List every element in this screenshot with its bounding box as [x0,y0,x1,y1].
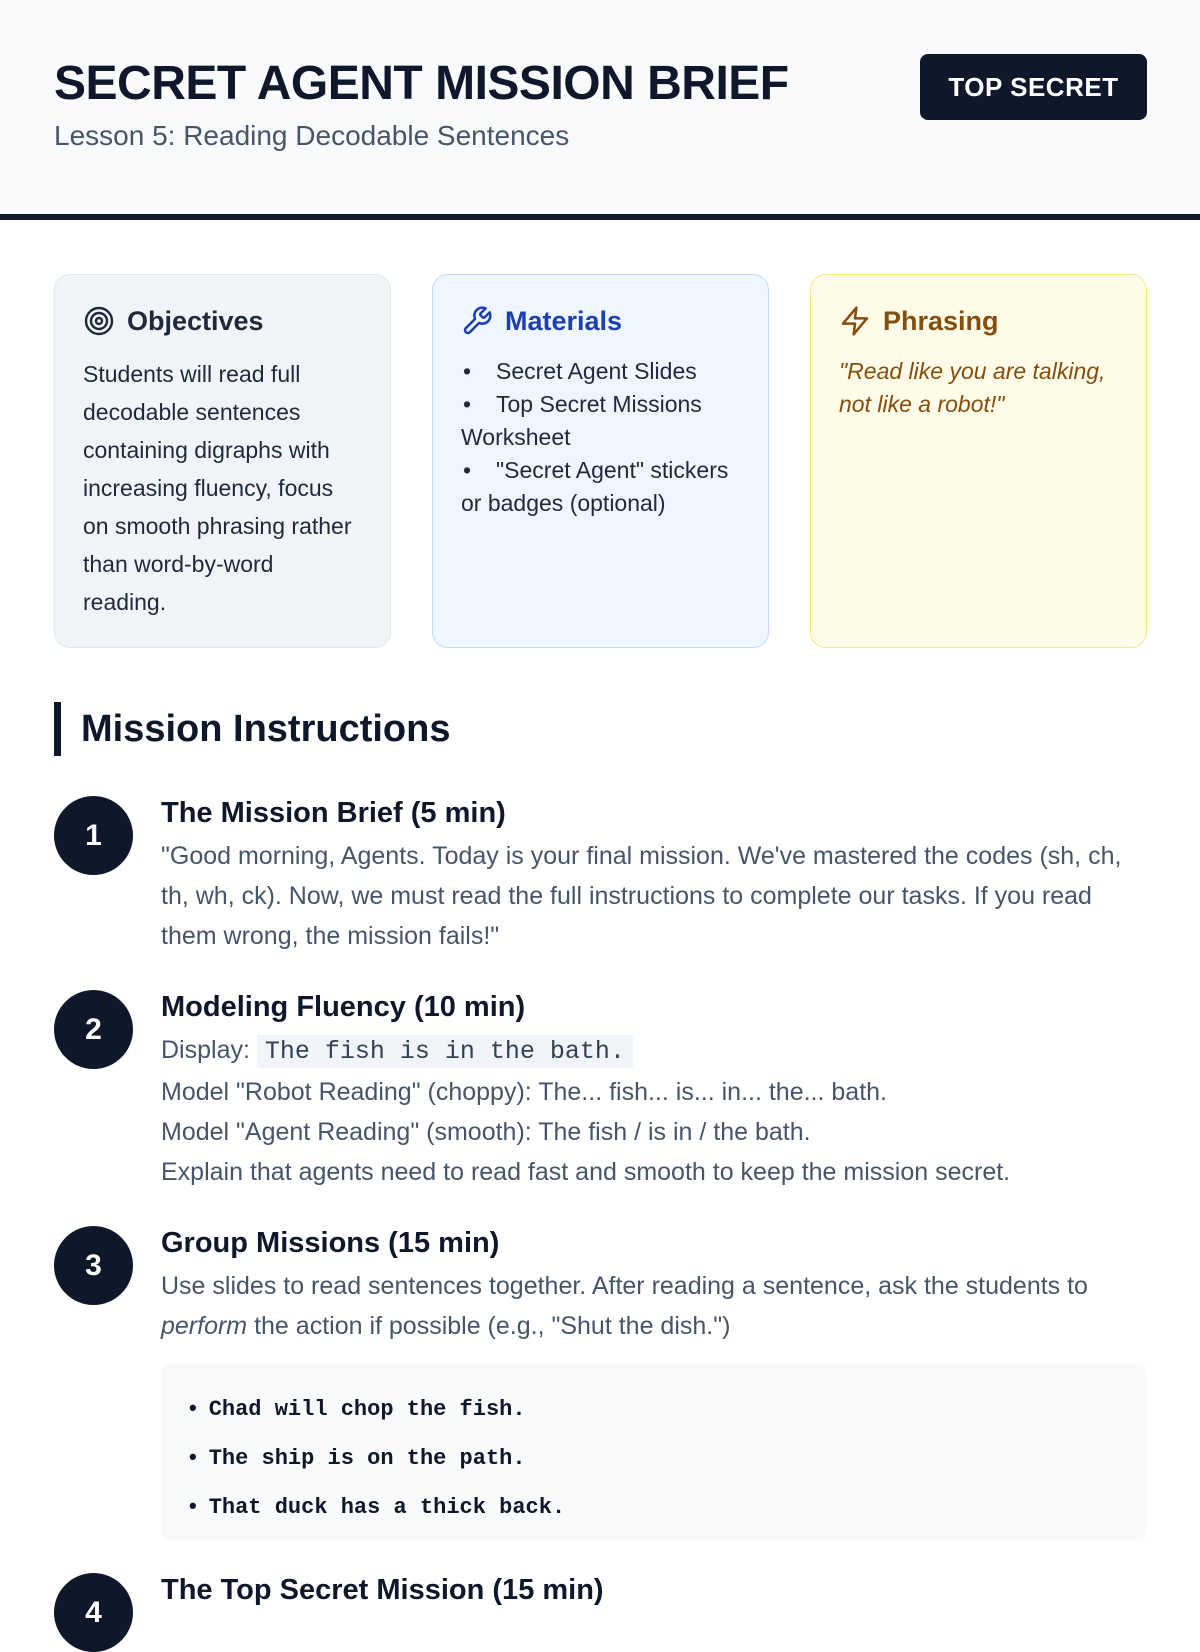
materials-item: • Top Secret Missions Worksheet [461,388,740,454]
step-title: The Top Secret Mission (15 min) [161,1574,604,1606]
sentence-item: • The ship is on the path. [189,1433,1119,1482]
sentence-item: • That duck has a thick back. [189,1482,1119,1531]
step-title: The Mission Brief (5 min) [161,797,506,829]
page-title: SECRET AGENT MISSION BRIEF [54,57,789,110]
target-icon [83,305,115,337]
objectives-title: Objectives [127,305,264,336]
materials-card [432,274,769,648]
step-line: Explain that agents need to read fast and smooth to keep the mission secret. [161,1158,1011,1186]
sentence-item: • Chad will chop the fish. [189,1384,1119,1433]
instruction-step [54,1573,1147,1629]
info-cards [54,274,1147,648]
step-text: "Good morning, Agents. Today is your final mission. We've mastered the codes (sh, ch, th, wh, ck). Now, we must read the full instructions to complete our tasks. If you read them wrong, the mission fails!" [161,842,1122,950]
materials-item: • "Secret Agent" stickers or badges (optional) [461,454,740,520]
display-code: The fish is in the bath. [257,1035,633,1068]
instruction-step [54,990,1147,1192]
lightning-icon [839,305,871,337]
materials-list [461,355,740,520]
objectives-card [54,274,391,648]
step-line: Model "Agent Reading" (smooth): The fish / is in / the bath. [161,1118,811,1146]
step-title: Group Missions (15 min) [161,1227,500,1259]
step-number: 2 [54,990,133,1069]
step-number: 3 [54,1226,133,1305]
step-number: 1 [54,796,133,875]
sentence-list [161,1364,1147,1540]
step-title: Modeling Fluency (10 min) [161,991,526,1023]
step-text: Use slides to read sentences together. After reading a sentence, ask the students to perform the action if possible (e.g., "Shut the dish.") [161,1272,1088,1340]
materials-title: Materials [505,305,623,336]
display-line [161,1030,1147,1072]
instruction-step [54,796,1147,956]
top-secret-badge: TOP SECRET [920,54,1147,120]
wrench-icon [461,305,493,337]
lesson-subtitle: Lesson 5: Reading Decodable Sentences [54,120,570,151]
step-line: Model "Robot Reading" (choppy): The... fish... is... in... the... bath. [161,1078,887,1106]
mission-instructions-heading: Mission Instructions [54,702,450,756]
phrasing-card [810,274,1147,648]
materials-card-header [461,305,740,337]
page-header [0,0,1200,220]
materials-item: • Secret Agent Slides [461,355,740,388]
phrasing-card-header [839,305,1118,337]
phrasing-title: Phrasing [883,305,999,336]
display-label: Display: [161,1036,250,1064]
objectives-card-header [83,305,362,337]
instruction-step [54,1226,1147,1540]
objectives-text: Students will read full decodable sentences containing digraphs with increasing fluency, focus on smooth phrasing rather than word-by-word reading. [83,361,352,615]
step-number: 4 [54,1573,133,1652]
emphasis-text: perform [161,1312,248,1340]
phrasing-quote: "Read like you are talking, not like a robot!" [839,358,1106,417]
